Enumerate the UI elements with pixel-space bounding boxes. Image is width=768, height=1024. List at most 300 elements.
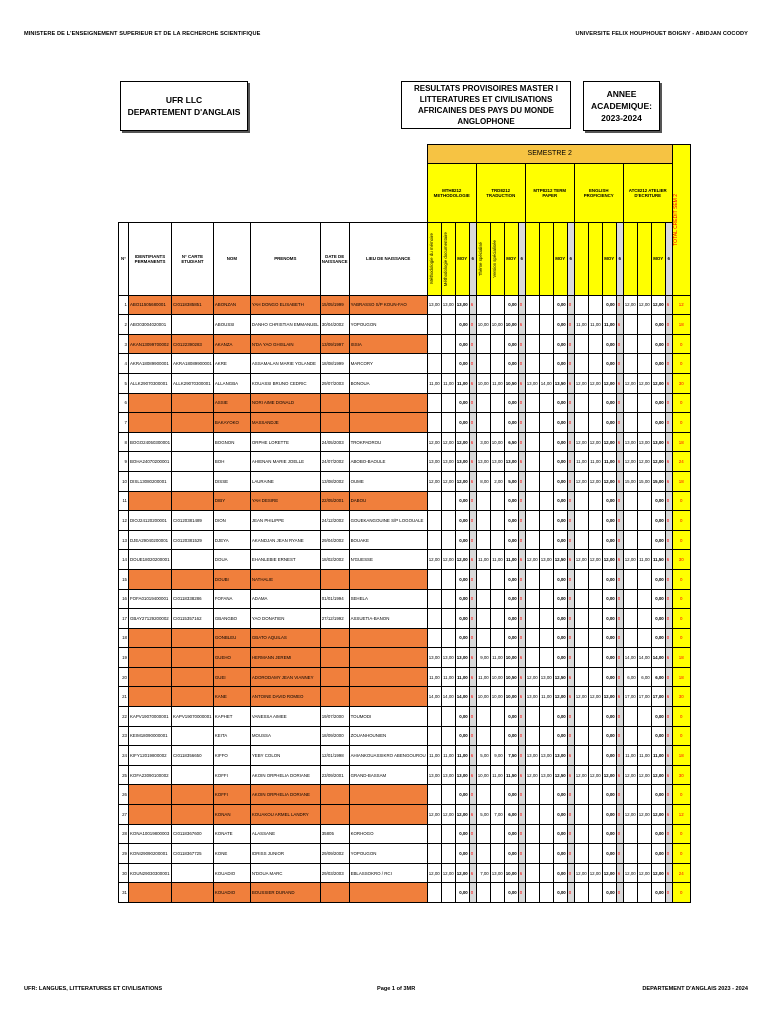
table-row bbox=[119, 863, 691, 883]
row-credit: 0 bbox=[567, 295, 574, 315]
row-grade: 12,00 bbox=[623, 805, 637, 825]
row-moy: 0,00 bbox=[553, 511, 567, 531]
row-grade bbox=[637, 569, 651, 589]
row-grade bbox=[637, 785, 651, 805]
row-credit: 0 bbox=[665, 413, 672, 433]
row-last-name: ABOUSSI bbox=[213, 315, 250, 335]
row-grade bbox=[441, 707, 455, 727]
row-grade bbox=[588, 746, 602, 766]
row-grade: 12,00 bbox=[588, 687, 602, 707]
row-total-credit: 0 bbox=[672, 785, 690, 805]
row-first-names: MASSANDJE bbox=[250, 413, 320, 433]
row-grade: 11,00 bbox=[588, 315, 602, 335]
ue-header-3: ENGLISH PROFICIENCY bbox=[574, 163, 623, 222]
row-grade bbox=[441, 393, 455, 413]
row-grade bbox=[427, 491, 441, 511]
row-identifier bbox=[129, 413, 172, 433]
row-moy: 0,00 bbox=[651, 354, 665, 374]
row-grade bbox=[637, 609, 651, 629]
row-grade bbox=[637, 315, 651, 335]
row-credit: 6 bbox=[616, 432, 623, 452]
row-credit: 0 bbox=[469, 511, 476, 531]
row-moy: 11,00 bbox=[455, 667, 469, 687]
row-grade: 12,00 bbox=[637, 452, 651, 472]
row-birth-place bbox=[349, 569, 427, 589]
row-grade bbox=[441, 785, 455, 805]
row-grade: 9,00 bbox=[476, 648, 490, 668]
row-grade bbox=[637, 707, 651, 727]
row-credit: 6 bbox=[665, 550, 672, 570]
row-grade: 11,00 bbox=[427, 373, 441, 393]
row-number: 2 bbox=[119, 315, 129, 335]
semester-label: SEMESTRE 2 bbox=[427, 145, 672, 164]
row-number: 28 bbox=[119, 824, 129, 844]
row-credit: 6 bbox=[518, 765, 525, 785]
row-credit: 0 bbox=[469, 844, 476, 864]
row-moy: 0,00 bbox=[553, 295, 567, 315]
row-identifier: GBAY27129200002 bbox=[129, 609, 172, 629]
row-grade bbox=[476, 844, 490, 864]
table-row bbox=[119, 530, 691, 550]
table-row bbox=[119, 511, 691, 531]
row-grade bbox=[623, 354, 637, 374]
row-grade: 11,00 bbox=[476, 550, 490, 570]
row-moy: 0,00 bbox=[455, 844, 469, 864]
row-grade: 14,00 bbox=[623, 648, 637, 668]
row-grade bbox=[441, 589, 455, 609]
row-credit: 0 bbox=[518, 569, 525, 589]
row-total-credit: 30 bbox=[672, 373, 690, 393]
row-moy: 13,00 bbox=[504, 452, 518, 472]
row-credit: 0 bbox=[616, 844, 623, 864]
row-number: 18 bbox=[119, 628, 129, 648]
row-grade bbox=[441, 883, 455, 903]
row-birth-place: BONOUA bbox=[349, 373, 427, 393]
row-grade bbox=[588, 589, 602, 609]
row-moy: 0,00 bbox=[553, 589, 567, 609]
row-moy: 0,00 bbox=[602, 707, 616, 727]
row-birth-date bbox=[320, 805, 349, 825]
footer-page: Page 1 of 3MR bbox=[377, 986, 416, 992]
row-moy: 0,00 bbox=[602, 883, 616, 903]
row-credit: 6 bbox=[469, 805, 476, 825]
row-student-card bbox=[172, 569, 214, 589]
row-birth-date: 13/08/2002 bbox=[320, 471, 349, 491]
row-number: 30 bbox=[119, 863, 129, 883]
row-grade bbox=[574, 511, 588, 531]
row-grade: 6,00 bbox=[623, 667, 637, 687]
row-grade: 10,00 bbox=[476, 765, 490, 785]
row-credit: 0 bbox=[616, 648, 623, 668]
row-grade bbox=[574, 491, 588, 511]
row-student-card bbox=[172, 667, 214, 687]
row-student-card bbox=[172, 432, 214, 452]
row-moy: 0,00 bbox=[455, 589, 469, 609]
row-grade: 3,00 bbox=[476, 432, 490, 452]
row-credit: 0 bbox=[616, 569, 623, 589]
row-credit: 6 bbox=[567, 373, 574, 393]
row-grade: 12,00 bbox=[525, 667, 539, 687]
row-moy: 12,00 bbox=[651, 805, 665, 825]
row-last-name: KAPHET bbox=[213, 707, 250, 727]
row-birth-date: 24/05/2003 bbox=[320, 432, 349, 452]
row-moy: 12,00 bbox=[651, 295, 665, 315]
row-grade bbox=[539, 648, 553, 668]
row-grade bbox=[588, 609, 602, 629]
row-moy: 12,00 bbox=[455, 550, 469, 570]
row-credit: 0 bbox=[518, 432, 525, 452]
row-grade bbox=[441, 413, 455, 433]
row-student-card: CI0118356650 bbox=[172, 746, 214, 766]
row-last-name: KEITA bbox=[213, 726, 250, 746]
row-credit: 0 bbox=[567, 609, 574, 629]
row-credit: 0 bbox=[518, 393, 525, 413]
row-grade: 12,00 bbox=[623, 765, 637, 785]
row-grade bbox=[525, 295, 539, 315]
row-credit: 0 bbox=[665, 883, 672, 903]
row-credit: 0 bbox=[616, 334, 623, 354]
ue-2-moy-header: MOY bbox=[553, 222, 567, 295]
row-credit: 6 bbox=[469, 295, 476, 315]
row-moy: 11,50 bbox=[651, 550, 665, 570]
row-grade: 13,00 bbox=[427, 765, 441, 785]
row-moy: 11,00 bbox=[602, 315, 616, 335]
row-moy: 13,50 bbox=[553, 373, 567, 393]
row-moy: 0,00 bbox=[504, 393, 518, 413]
row-grade: 14,00 bbox=[539, 373, 553, 393]
row-credit: 0 bbox=[567, 707, 574, 727]
row-birth-date: 18/08/1999 bbox=[320, 354, 349, 374]
ue-4-credit-header: 6 bbox=[665, 222, 672, 295]
row-student-card: CI0118385851 bbox=[172, 295, 214, 315]
row-moy: 0,00 bbox=[504, 609, 518, 629]
row-birth-place: EBLASSOKRO / RCI bbox=[349, 863, 427, 883]
row-moy: 0,00 bbox=[602, 334, 616, 354]
row-moy: 0,00 bbox=[602, 491, 616, 511]
footer-left: UFR: LANGUES, LITTERATURES ET CIVILISATIONS bbox=[24, 986, 163, 992]
row-moy: 11,00 bbox=[651, 746, 665, 766]
row-grade bbox=[441, 315, 455, 335]
row-number: 29 bbox=[119, 844, 129, 864]
row-moy: 12,50 bbox=[553, 667, 567, 687]
row-grade bbox=[476, 393, 490, 413]
row-credit: 0 bbox=[518, 805, 525, 825]
table-row bbox=[119, 726, 691, 746]
row-moy: 13,00 bbox=[455, 765, 469, 785]
row-birth-date: 22/05/2001 bbox=[320, 491, 349, 511]
row-moy: 0,00 bbox=[455, 824, 469, 844]
row-moy: 0,00 bbox=[553, 315, 567, 335]
row-moy: 0,00 bbox=[553, 863, 567, 883]
table-row bbox=[119, 687, 691, 707]
row-identifier: KIFY12019800002 bbox=[129, 746, 172, 766]
col-identifier: IDENTIFIANTS PERMANENTS bbox=[129, 222, 172, 295]
row-student-card bbox=[172, 550, 214, 570]
row-student-card bbox=[172, 628, 214, 648]
row-number: 26 bbox=[119, 785, 129, 805]
row-grade bbox=[427, 726, 441, 746]
row-credit: 6 bbox=[469, 765, 476, 785]
row-grade: 12,00 bbox=[623, 863, 637, 883]
row-moy: 0,00 bbox=[602, 628, 616, 648]
row-total-credit: 0 bbox=[672, 589, 690, 609]
row-first-names: GBATO AQUILAS bbox=[250, 628, 320, 648]
row-total-credit: 0 bbox=[672, 628, 690, 648]
row-moy: 11,00 bbox=[504, 550, 518, 570]
row-birth-date bbox=[320, 569, 349, 589]
row-number: 27 bbox=[119, 805, 129, 825]
row-grade bbox=[539, 569, 553, 589]
row-grade bbox=[441, 491, 455, 511]
row-student-card: CI0118367725 bbox=[172, 844, 214, 864]
row-total-credit: 0 bbox=[672, 334, 690, 354]
row-moy: 0,00 bbox=[651, 883, 665, 903]
row-first-names: MOUSSA bbox=[250, 726, 320, 746]
row-identifier: KEIM18090000001 bbox=[129, 726, 172, 746]
row-moy: 0,00 bbox=[553, 413, 567, 433]
row-grade: 17,00 bbox=[623, 687, 637, 707]
ministry-header: MINISTERE DE L'ENSEIGNEMENT SUPERIEUR ET DE LA RECHERCHE SCIENTIFIQUE bbox=[24, 31, 261, 37]
ue-header-2: MTP8212 TERM PAPER bbox=[525, 163, 574, 222]
row-total-credit: 0 bbox=[672, 511, 690, 531]
row-grade bbox=[539, 805, 553, 825]
row-grade bbox=[490, 569, 504, 589]
row-credit: 0 bbox=[469, 315, 476, 335]
row-moy: 0,00 bbox=[602, 667, 616, 687]
row-first-names: ASSAMALAN MARIE YOLANDE bbox=[250, 354, 320, 374]
row-birth-place bbox=[349, 648, 427, 668]
row-moy: 0,00 bbox=[504, 726, 518, 746]
row-credit: 0 bbox=[469, 334, 476, 354]
row-moy: 0,00 bbox=[651, 707, 665, 727]
row-grade bbox=[637, 530, 651, 550]
row-identifier bbox=[129, 883, 172, 903]
row-credit: 0 bbox=[567, 844, 574, 864]
ue-header-4: ATC8212 ATELIER D'ECRITURE bbox=[623, 163, 672, 222]
row-grade bbox=[574, 746, 588, 766]
row-moy: 12,00 bbox=[602, 432, 616, 452]
row-number: 3 bbox=[119, 334, 129, 354]
row-credit: 6 bbox=[469, 471, 476, 491]
row-grade: 13,00 bbox=[490, 863, 504, 883]
row-credit: 0 bbox=[616, 589, 623, 609]
row-credit: 6 bbox=[469, 746, 476, 766]
row-moy: 0,00 bbox=[602, 805, 616, 825]
row-grade bbox=[490, 334, 504, 354]
ufr-box bbox=[120, 81, 248, 131]
row-grade: 12,00 bbox=[637, 373, 651, 393]
row-credit: 0 bbox=[567, 805, 574, 825]
row-credit: 6 bbox=[518, 667, 525, 687]
row-grade bbox=[588, 491, 602, 511]
ue-header-1: TRD8212 TRADUCTION bbox=[476, 163, 525, 222]
row-moy: 0,00 bbox=[455, 315, 469, 335]
row-grade bbox=[476, 334, 490, 354]
row-first-names: ADORODAMY JEAN VIANNEY bbox=[250, 667, 320, 687]
row-credit: 0 bbox=[665, 785, 672, 805]
row-grade bbox=[490, 530, 504, 550]
row-grade bbox=[623, 491, 637, 511]
row-number: 24 bbox=[119, 746, 129, 766]
row-grade bbox=[490, 354, 504, 374]
row-grade bbox=[476, 726, 490, 746]
row-birth-date: 30/04/2002 bbox=[320, 315, 349, 335]
row-birth-date bbox=[320, 648, 349, 668]
row-grade bbox=[490, 824, 504, 844]
row-moy: 5,00 bbox=[504, 471, 518, 491]
row-grade bbox=[525, 413, 539, 433]
row-grade bbox=[525, 354, 539, 374]
row-grade bbox=[490, 883, 504, 903]
row-total-credit: 30 bbox=[672, 765, 690, 785]
table-row bbox=[119, 805, 691, 825]
row-grade bbox=[525, 452, 539, 472]
row-grade bbox=[476, 511, 490, 531]
table-row bbox=[119, 452, 691, 472]
table-row bbox=[119, 373, 691, 393]
row-last-name: ALLANGBA bbox=[213, 373, 250, 393]
row-credit: 0 bbox=[469, 726, 476, 746]
row-grade bbox=[476, 295, 490, 315]
row-grade: 14,00 bbox=[637, 648, 651, 668]
row-total-credit: 0 bbox=[672, 393, 690, 413]
row-moy: 11,50 bbox=[504, 765, 518, 785]
row-grade bbox=[525, 491, 539, 511]
row-last-name: DIBY bbox=[213, 491, 250, 511]
row-credit: 0 bbox=[469, 883, 476, 903]
row-moy: 0,00 bbox=[602, 746, 616, 766]
table-row bbox=[119, 354, 691, 374]
row-credit: 0 bbox=[469, 393, 476, 413]
row-grade bbox=[476, 883, 490, 903]
row-credit: 0 bbox=[616, 413, 623, 433]
ue-4-subject-0 bbox=[623, 222, 637, 295]
row-credit: 6 bbox=[616, 863, 623, 883]
row-credit: 6 bbox=[616, 765, 623, 785]
row-birth-date bbox=[320, 883, 349, 903]
row-birth-place: SEHELA bbox=[349, 589, 427, 609]
row-grade bbox=[588, 824, 602, 844]
row-identifier: BOGO24050300001 bbox=[129, 432, 172, 452]
row-grade: 12,00 bbox=[427, 432, 441, 452]
row-moy: 0,00 bbox=[651, 491, 665, 511]
row-grade: 12,00 bbox=[588, 373, 602, 393]
row-birth-date bbox=[320, 667, 349, 687]
row-moy: 0,00 bbox=[504, 413, 518, 433]
row-moy: 0,00 bbox=[553, 883, 567, 903]
row-grade: 13,00 bbox=[623, 432, 637, 452]
row-grade bbox=[623, 844, 637, 864]
row-birth-place: ZOUANHOUNIEN bbox=[349, 726, 427, 746]
row-identifier bbox=[129, 687, 172, 707]
row-moy: 11,00 bbox=[602, 452, 616, 472]
row-credit: 0 bbox=[616, 609, 623, 629]
row-student-card bbox=[172, 785, 214, 805]
row-grade bbox=[539, 530, 553, 550]
row-total-credit: 0 bbox=[672, 491, 690, 511]
row-grade: 12,00 bbox=[588, 550, 602, 570]
ue-2-credit-header: 6 bbox=[567, 222, 574, 295]
row-credit: 0 bbox=[518, 785, 525, 805]
row-credit: 6 bbox=[518, 687, 525, 707]
row-moy: 0,00 bbox=[651, 785, 665, 805]
row-grade bbox=[588, 413, 602, 433]
row-grade bbox=[539, 413, 553, 433]
row-last-name: KOFFI bbox=[213, 785, 250, 805]
col-birth-place: LIEU DE NAISSANCE bbox=[349, 222, 427, 295]
row-grade: 11,00 bbox=[490, 550, 504, 570]
row-grade: 13,00 bbox=[441, 648, 455, 668]
row-birth-date: 12/01/1998 bbox=[320, 746, 349, 766]
row-student-card: AKRA18089900001 bbox=[172, 354, 214, 374]
row-grade bbox=[427, 315, 441, 335]
row-moy: 0,00 bbox=[504, 707, 518, 727]
row-identifier: DOUE18020200001 bbox=[129, 550, 172, 570]
row-total-credit: 0 bbox=[672, 413, 690, 433]
row-grade bbox=[525, 785, 539, 805]
row-grade: 11,00 bbox=[427, 667, 441, 687]
row-first-names: ADAMA bbox=[250, 589, 320, 609]
row-birth-place bbox=[349, 667, 427, 687]
row-grade bbox=[574, 628, 588, 648]
row-birth-date: 19/07/2000 bbox=[320, 707, 349, 727]
row-grade bbox=[525, 844, 539, 864]
row-last-name: KONATE bbox=[213, 824, 250, 844]
row-number: 10 bbox=[119, 471, 129, 491]
row-grade bbox=[441, 824, 455, 844]
row-credit: 0 bbox=[469, 628, 476, 648]
row-credit: 0 bbox=[518, 491, 525, 511]
row-credit: 0 bbox=[616, 354, 623, 374]
row-grade: 12,00 bbox=[574, 687, 588, 707]
row-credit: 0 bbox=[567, 432, 574, 452]
row-moy: 12,00 bbox=[651, 373, 665, 393]
row-moy: 0,00 bbox=[553, 609, 567, 629]
row-birth-place: TOUMODI bbox=[349, 707, 427, 727]
row-identifier: AKAN13099700002 bbox=[129, 334, 172, 354]
row-grade bbox=[588, 530, 602, 550]
year-box bbox=[583, 81, 660, 131]
row-grade: 13,00 bbox=[441, 765, 455, 785]
table-row bbox=[119, 883, 691, 903]
row-credit: 0 bbox=[616, 883, 623, 903]
row-moy: 12,00 bbox=[602, 471, 616, 491]
row-grade bbox=[623, 530, 637, 550]
row-grade bbox=[441, 569, 455, 589]
row-grade bbox=[588, 334, 602, 354]
row-birth-date bbox=[320, 785, 349, 805]
row-grade: 12,00 bbox=[623, 550, 637, 570]
row-number: 21 bbox=[119, 687, 129, 707]
row-credit: 0 bbox=[616, 726, 623, 746]
row-first-names: KOUAKOU ARMEL LANDRY bbox=[250, 805, 320, 825]
row-grade bbox=[427, 393, 441, 413]
row-number: 17 bbox=[119, 609, 129, 629]
row-identifier: BOHA24070200001 bbox=[129, 452, 172, 472]
row-credit: 0 bbox=[616, 805, 623, 825]
table-row bbox=[119, 315, 691, 335]
row-grade bbox=[427, 589, 441, 609]
row-moy: 11,00 bbox=[455, 746, 469, 766]
row-credit: 6 bbox=[665, 648, 672, 668]
row-moy: 0,00 bbox=[602, 609, 616, 629]
row-credit: 0 bbox=[518, 471, 525, 491]
ue-0-subject-0 bbox=[427, 222, 441, 295]
row-grade: 12,00 bbox=[574, 863, 588, 883]
row-grade: 11,00 bbox=[637, 550, 651, 570]
row-credit: 0 bbox=[665, 824, 672, 844]
ue-0-credit-header: 6 bbox=[469, 222, 476, 295]
